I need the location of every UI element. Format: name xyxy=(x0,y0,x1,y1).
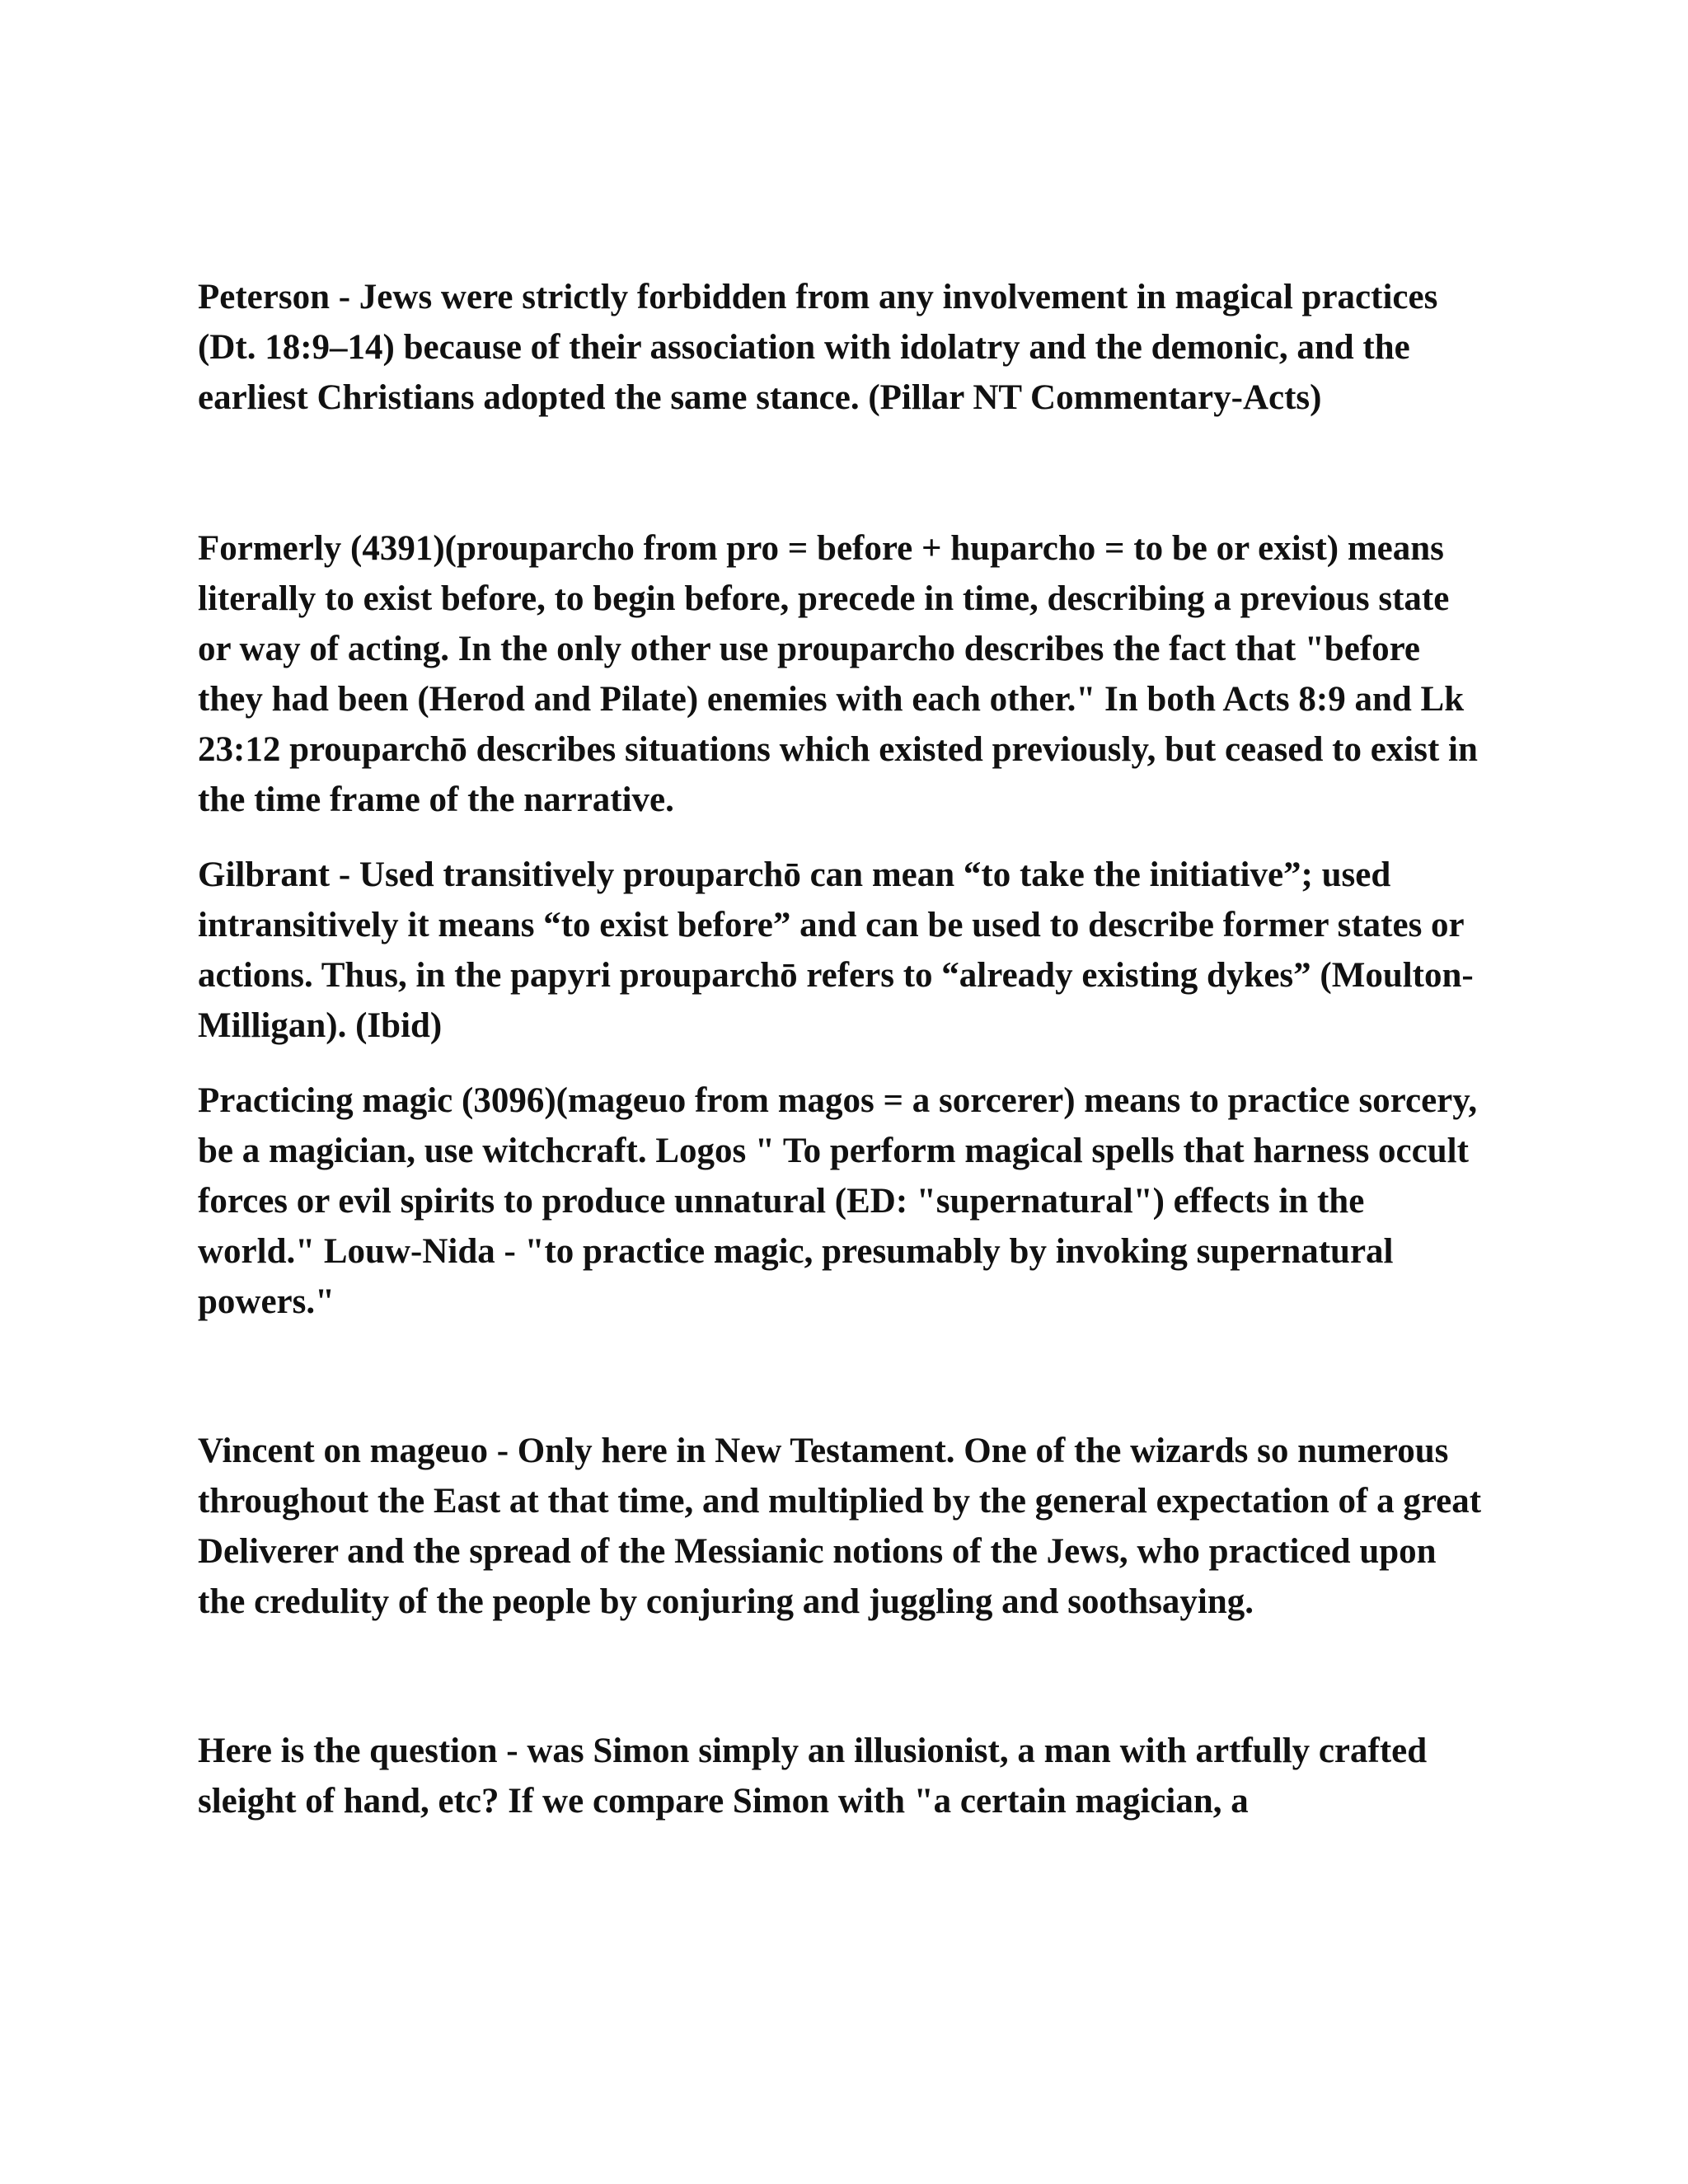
paragraph-peterson: Peterson - Jews were strictly forbidden from any involvement in magical practices (Dt. 18:9–14) because of their association with idolatry and the demonic, and the earliest Christians adopted the same stance. (Pillar NT Commentary-Acts) xyxy=(198,278,1438,417)
paragraph-formerly: Formerly (4391)(prouparcho from pro = before + huparcho = to be or exist) means literally to exist before, to begin before, precede in time, describing a previous state or way of acting. In the only other use prouparcho describes the fact that "before they had been (Herod and Pilate) enemies with each other." In both Acts 8:9 and Lk 23:12 prouparchō describes situations which existed previously, but ceased to exist in the time frame of the narrative. xyxy=(198,529,1478,819)
document-body xyxy=(198,272,1484,1826)
paragraph-spacer xyxy=(198,423,1484,523)
paragraph-practicing-magic: Practicing magic (3096)(mageuo from magos = a sorcerer) means to practice sorcery, be a magician, use witchcraft. Logos " To perform magical spells that harness occult forces or evil spirits to produce unnatural (ED: "supernatural") effects in the world." Louw-Nida - "to practice magic, presumably by invoking supernatural powers." xyxy=(198,1081,1478,1321)
paragraph-spacer xyxy=(198,1627,1484,1726)
paragraph-spacer xyxy=(198,825,1484,850)
paragraph-spacer xyxy=(198,1051,1484,1076)
paragraph-spacer xyxy=(198,1327,1484,1426)
paragraph-vincent: Vincent on mageuo - Only here in New Testament. One of the wizards so numerous throughout the East at that time, and multiplied by the general expectation of a great Deliverer and the spread of the Messianic notions of the Jews, who practiced upon the credulity of the people by conjuring and juggling and soothsaying. xyxy=(198,1432,1482,1621)
paragraph-gilbrant: Gilbrant - Used transitively prouparchō can mean “to take the initiative”; used intransitively it means “to exist before” and can be used to describe former states or actions. Thus, in the papyri prouparchō refers to “already existing dykes” (Moulton-Milligan). (Ibid) xyxy=(198,855,1474,1045)
paragraph-question: Here is the question - was Simon simply an illusionist, a man with artfully crafted sleight of hand, etc? If we compare Simon with "a certain magician, a xyxy=(198,1732,1428,1821)
